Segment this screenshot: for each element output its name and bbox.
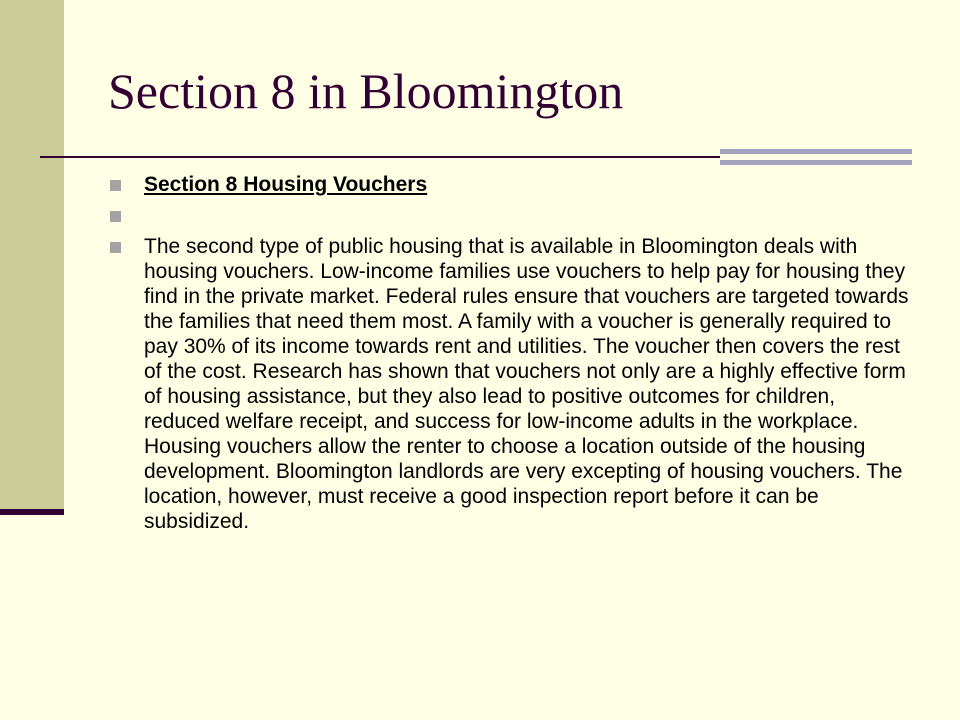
bullet-paragraph-text: The second type of public housing that is available in Bloomington deals with housing vouchers. Low-income families use vouchers to help pay for housing they find in the private market. Federal rules ensure that vouchers are targeted towards the families that need them most. A family with a voucher is generally required to pay 30% of its income towards rent and utilities. The voucher then covers the rest of the cost. Research has shown that vouchers not only are a highly effective form of housing assistance, but they also lead to positive outcomes for children, reduced welfare receipt, and success for low-income adults in the workplace. Housing vouchers allow the renter to choose a location outside of the housing development. Bloomington landlords are very excepting of housing vouchers. The location, however, must receive a good inspection report before it can be subsidized.	[144, 235, 909, 533]
bullet-heading-text: Section 8 Housing Vouchers	[144, 173, 428, 196]
square-bullet-icon	[110, 242, 121, 253]
bullet-item-paragraph	[110, 234, 910, 534]
left-sidebar-bar	[0, 0, 64, 514]
slide-title: Section 8 in Bloomington	[108, 63, 624, 119]
divider-accent	[720, 149, 912, 165]
bullet-item-empty	[110, 203, 910, 228]
bullet-list	[110, 172, 910, 534]
square-bullet-icon	[110, 180, 121, 191]
sidebar-accent-line	[0, 509, 64, 515]
square-bullet-icon	[110, 211, 121, 222]
bullet-item-heading	[110, 172, 910, 197]
